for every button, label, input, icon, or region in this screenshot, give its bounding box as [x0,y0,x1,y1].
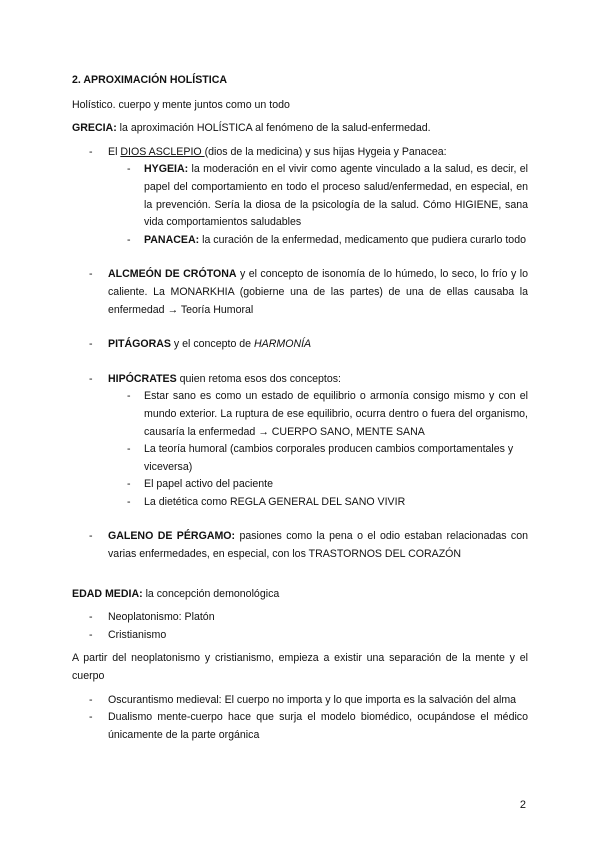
list-item: - El papel activo del paciente [144,476,528,494]
list-item: - La teoría humoral (cambios corporales producen cambios comportamentales y viceversa) [144,441,528,476]
asclepio-post: (dios de la medicina) y sus hijas Hygeia y Panacea: [204,145,447,158]
hygeia-text: la moderación en el vivir como agente vinculado a la salud, es decir, el papel del comportamiento en todo el proceso salud/enfermedad, en especial, en la prevención. Sería la diosa de la psicología de la salud. Cómo HIGIENE, sana vida comportamientos saludables [144,163,528,229]
list-item-galeno [108,528,528,563]
section-title: 2. APROXIMACIÓN HOLÍSTICA [72,74,227,86]
page-content [72,72,528,744]
panacea-label: PANACEA: [144,233,200,246]
list-item-pitagoras [108,336,528,354]
grecia-text: la aproximación HOLÍSTICA al fenómeno de la salud-enfermedad. [116,122,431,135]
grecia-list [72,144,528,564]
list-item-hygeia [144,161,528,231]
list-item: - La dietética como REGLA GENERAL DEL SANO VIVIR [144,494,528,512]
pitagoras-italic: HARMONÍA [254,338,312,351]
list-item-alcmeon [108,266,528,319]
pitagoras-label: PITÁGORAS [108,338,171,351]
hipocrates-label: HIPÓCRATES [108,372,177,385]
asclepio-pre: El [108,145,121,158]
asclepio-sublist [108,161,528,249]
list-item: - Neoplatonismo: Platón [108,609,528,627]
list-item-panacea [144,232,528,250]
list-item-asclepio [108,144,528,250]
asclepio-name: DIOS ASCLEPIO [120,145,205,158]
galeno-text: pasiones como la pena o el odio estaban relacionadas con varias enfermedades, en especial, con los TRASTORNOS DEL CORAZÓN [108,530,528,561]
edad-media-list-2 [72,692,528,745]
edad-media-heading [72,586,528,604]
edad-media-list [72,609,528,644]
edad-media-text: la concepción demonológica [142,587,280,600]
intro-line: Holístico. cuerpo y mente juntos como un todo [72,98,290,111]
pitagoras-text: y el concepto de [170,338,255,351]
panacea-text: la curación de la enfermedad, medicamento que pudiera curarlo todo [199,233,526,246]
hipocrates-sublist [108,388,528,511]
edad-media-paragraph: A partir del neoplatonismo y cristianismo, empieza a existir una separación de la mente y el cuerpo [72,652,528,683]
hipocrates-text: quien retoma esos dos conceptos: [176,372,341,385]
galeno-label: GALENO DE PÉRGAMO: [108,530,236,543]
grecia-label: GRECIA: [72,122,117,135]
list-item: - Cristianismo [108,627,528,645]
alcmeon-label: ALCMEÓN DE CRÓTONA [108,268,237,281]
edad-media-label: EDAD MEDIA: [72,587,143,600]
list-item: - Dualismo mente-cuerpo hace que surja el modelo biomédico, ocupándose el médico únicamente de la parte orgánica [108,709,528,744]
page-number: 2 [519,799,526,811]
grecia-heading [72,120,528,138]
list-item: - Oscurantismo medieval: El cuerpo no importa y lo que importa es la salvación del alma [108,692,528,710]
alcmeon-text: y el concepto de isonomía de lo húmedo, lo seco, lo frío y lo caliente. La MONARKHIA (gobierne una de las partes) de una de ellas causaba la enfermedad → Teoría Humoral [108,268,528,316]
list-item: - Estar sano es como un estado de equilibrio o armonía consigo mismo y con el mundo exterior. La ruptura de ese equilibrio, ocurra dentro o fuera del organismo, causaría la enfermedad → CUERPO SANO, MENTE SANA [144,388,528,441]
list-item-hipocrates [108,371,528,512]
hygeia-label: HYGEIA: [144,163,189,176]
